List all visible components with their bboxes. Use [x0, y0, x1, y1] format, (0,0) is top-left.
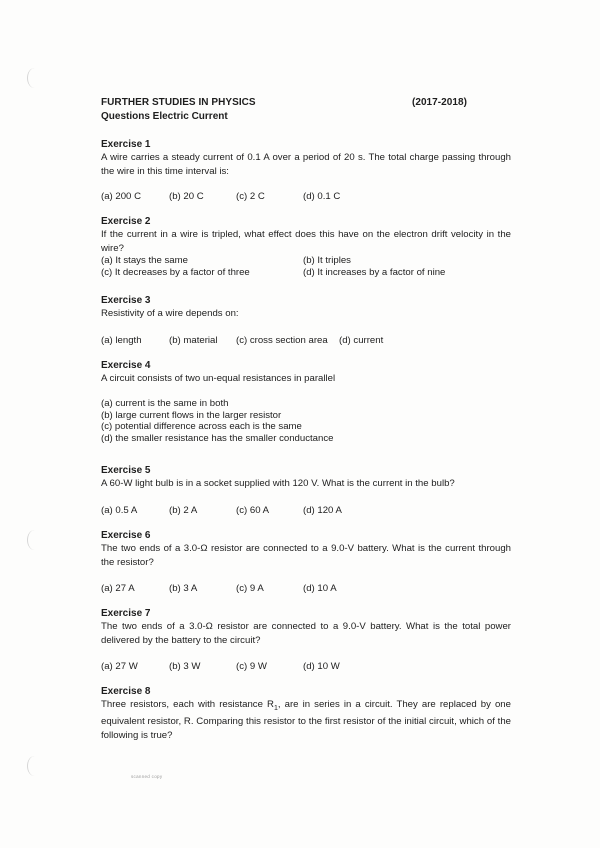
exercise-5-title: Exercise 5 — [101, 465, 151, 476]
exercise-3-question: Resistivity of a wire depends on: — [101, 308, 239, 319]
scan-mark: scanned copy — [131, 774, 163, 779]
punch-hole-mark — [27, 68, 42, 88]
option-b: (b) large current flows in the larger resistor — [101, 409, 282, 421]
option-a: (a) length — [101, 335, 142, 346]
option-a: (a) It stays the same — [101, 255, 188, 266]
option-b: (b) 3 A — [169, 583, 198, 594]
option-b: (b) 2 A — [169, 505, 198, 516]
document-subtitle: Questions Electric Current — [101, 111, 228, 122]
subscript-index: 1 — [273, 704, 278, 712]
option-a: (a) 200 C — [101, 191, 141, 202]
option-c: (c) It decreases by a factor of three — [101, 267, 250, 278]
exercise-3-title: Exercise 3 — [101, 295, 151, 306]
option-d: (d) 10 W — [303, 661, 340, 672]
exercise-2-title: Exercise 2 — [101, 216, 151, 227]
option-c: (c) 2 C — [236, 191, 265, 202]
option-c: (c) 9 A — [236, 583, 264, 594]
option-d: (d) current — [339, 335, 384, 346]
option-d: (d) It increases by a factor of nine — [303, 267, 446, 278]
exercise-1-title: Exercise 1 — [101, 139, 151, 150]
option-a: (a) 27 W — [101, 661, 138, 672]
exercise-2-question: If the current in a wire is tripled, what effect does this have on the electron drift velocity in the wire? — [101, 229, 511, 254]
exercise-7-title: Exercise 7 — [101, 608, 151, 619]
option-c: (c) potential difference across each is the same — [101, 421, 302, 433]
option-d: (d) 120 A — [303, 505, 342, 516]
punch-hole-mark — [27, 530, 42, 550]
option-d: (d) 0.1 C — [303, 191, 341, 202]
exercise-7-question: The two ends of a 3.0-Ω resistor are connected to a 9.0-V battery. What is the total power delivered by the battery to the circuit? — [101, 621, 511, 646]
option-b: (b) It triples — [303, 255, 351, 266]
question-text-part: , are in series in a circuit. They are replaced by one equivalent resistor, R. Comparing this resistor to the first resistor of the initial circuit, which of the following is true? — [101, 699, 511, 741]
document-header — [101, 97, 467, 108]
option-a: (a) current is the same in both — [101, 398, 229, 409]
exercise-1-question: A wire carries a steady current of 0.1 A over a period of 20 s. The total charge passing through the wire in this time interval is: — [101, 152, 511, 177]
academic-year: (2017-2018) — [411, 97, 467, 108]
option-a: (a) 0.5 A — [101, 505, 138, 516]
option-c: (c) cross section area — [236, 335, 328, 346]
exercise-5-question: A 60-W light bulb is in a socket supplied with 120 V. What is the current in the bulb? — [101, 478, 455, 489]
option-b: (b) 20 C — [169, 191, 204, 202]
option-a: (a) 27 A — [101, 583, 135, 594]
exercise-8-question — [101, 698, 511, 742]
option-d: (d) the smaller resistance has the smaller conductance — [101, 432, 334, 444]
option-d: (d) 10 A — [303, 583, 337, 594]
course-title: FURTHER STUDIES IN PHYSICS — [101, 97, 256, 108]
punch-hole-mark — [27, 756, 42, 776]
exercise-2-options — [101, 255, 511, 281]
option-b: (b) material — [169, 335, 218, 346]
exercise-4-options — [101, 398, 501, 444]
option-b: (b) 3 W — [169, 661, 201, 672]
option-c: (c) 60 A — [236, 505, 270, 516]
exercise-6-question: The two ends of a 3.0-Ω resistor are connected to a 9.0-V battery. What is the current through the resistor? — [101, 543, 511, 568]
exercise-8-title: Exercise 8 — [101, 686, 151, 697]
exercise-4-question: A circuit consists of two un-equal resistances in parallel — [101, 373, 336, 384]
exercise-6-title: Exercise 6 — [101, 530, 151, 541]
exercise-4-title: Exercise 4 — [101, 360, 151, 371]
question-text-part: Three resistors, each with resistance R — [101, 699, 274, 710]
option-c: (c) 9 W — [236, 661, 267, 672]
